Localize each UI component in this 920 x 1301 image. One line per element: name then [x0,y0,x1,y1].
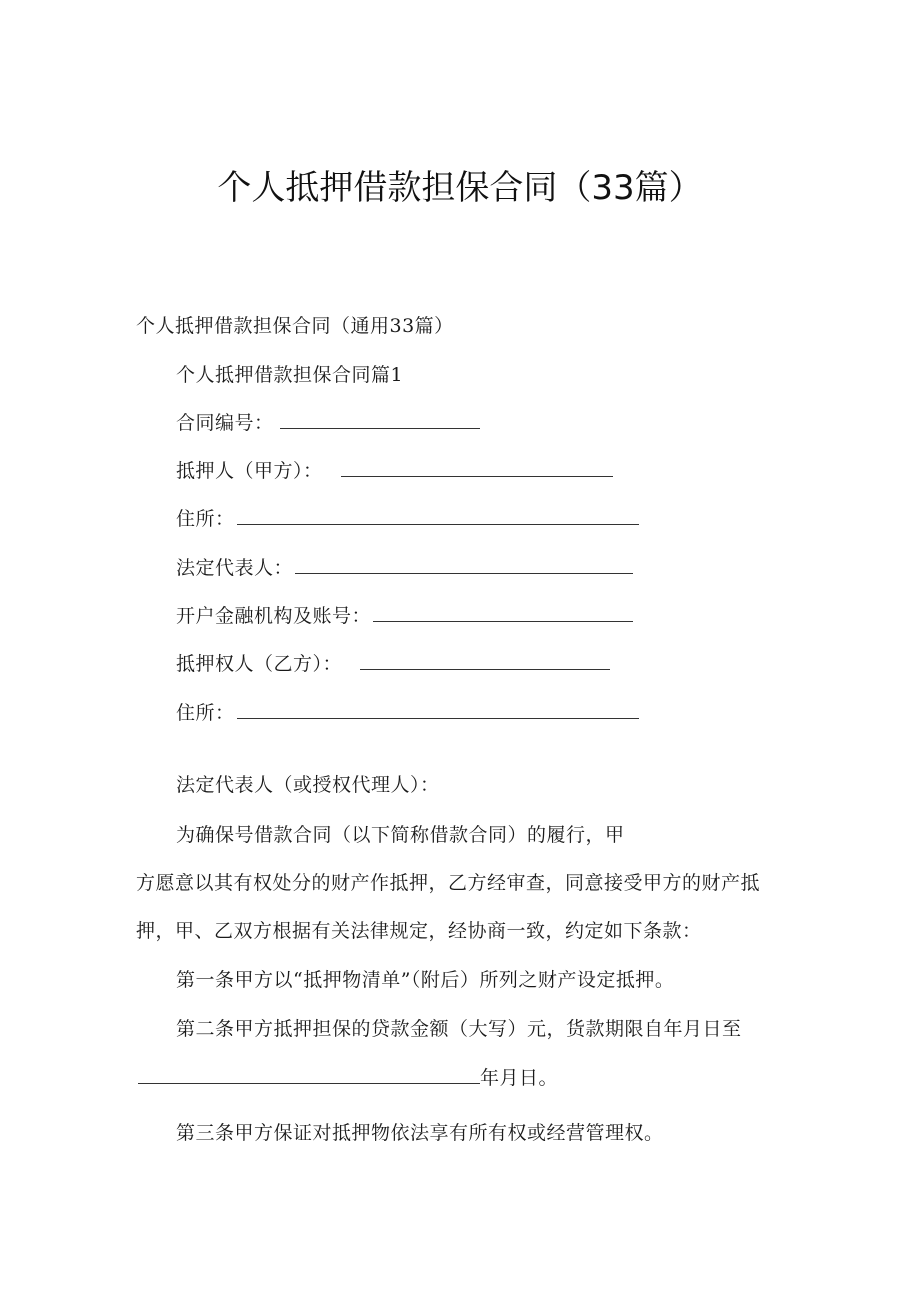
clause-2-line-1: 第二条甲方抵押担保的贷款金额（大写）元，货款期限自年月日至 [176,1018,742,1040]
address1-label: 住所： [176,508,235,530]
body-paragraph-1-line-3: 押，甲、乙双方根据有关法律规定，经协商一致，约定如下条款： [136,920,702,942]
bank-account-blank [373,603,633,622]
clause-3: 第三条甲方保证对抵押物依法享有所有权或经营管理权。 [176,1122,664,1144]
clause-2-blank [138,1065,480,1084]
contract-number-row [176,410,480,436]
bank-account-label: 开户金融机构及账号： [176,605,372,627]
mortgagor-blank [341,458,613,477]
clause-2-line-2-row [138,1065,558,1091]
mortgagee-blank [360,651,610,670]
address1-blank [237,506,639,525]
address1-row [176,506,639,532]
address2-blank [237,700,639,719]
legal-rep1-blank [295,555,633,574]
legal-rep1-row [176,555,633,581]
clause-1: 第一条甲方以“抵押物清单”（附后）所列之财产设定抵押。 [176,969,675,991]
address2-label: 住所： [176,702,235,724]
legal-rep2-row: 法定代表人（或授权代理人）： [176,774,440,796]
bank-account-row [176,603,633,629]
document-title: 个人抵押借款担保合同（33篇） [217,168,703,208]
address2-row [176,700,639,726]
body-paragraph-1-line-1: 为确保号借款合同（以下简称借款合同）的履行，甲 [176,824,625,846]
contract-number-label: 合同编号： [176,412,274,434]
legal-rep1-label: 法定代表人： [176,557,294,579]
contract-number-blank [280,410,480,429]
mortgagor-row [176,458,613,484]
mortgagee-label: 抵押权人（乙方）： [176,653,343,675]
mortgagor-label: 抵押人（甲方）： [176,460,323,482]
chapter-heading: 个人抵押借款担保合同篇1 [176,364,404,386]
mortgagee-row [176,651,610,677]
document-subtitle: 个人抵押借款担保合同（通用33篇） [136,315,454,337]
clause-2-line-2: 年月日。 [480,1067,559,1089]
body-paragraph-1-line-2: 方愿意以其有权处分的财产作抵押，乙方经审查，同意接受甲方的财产抵 [136,872,761,894]
